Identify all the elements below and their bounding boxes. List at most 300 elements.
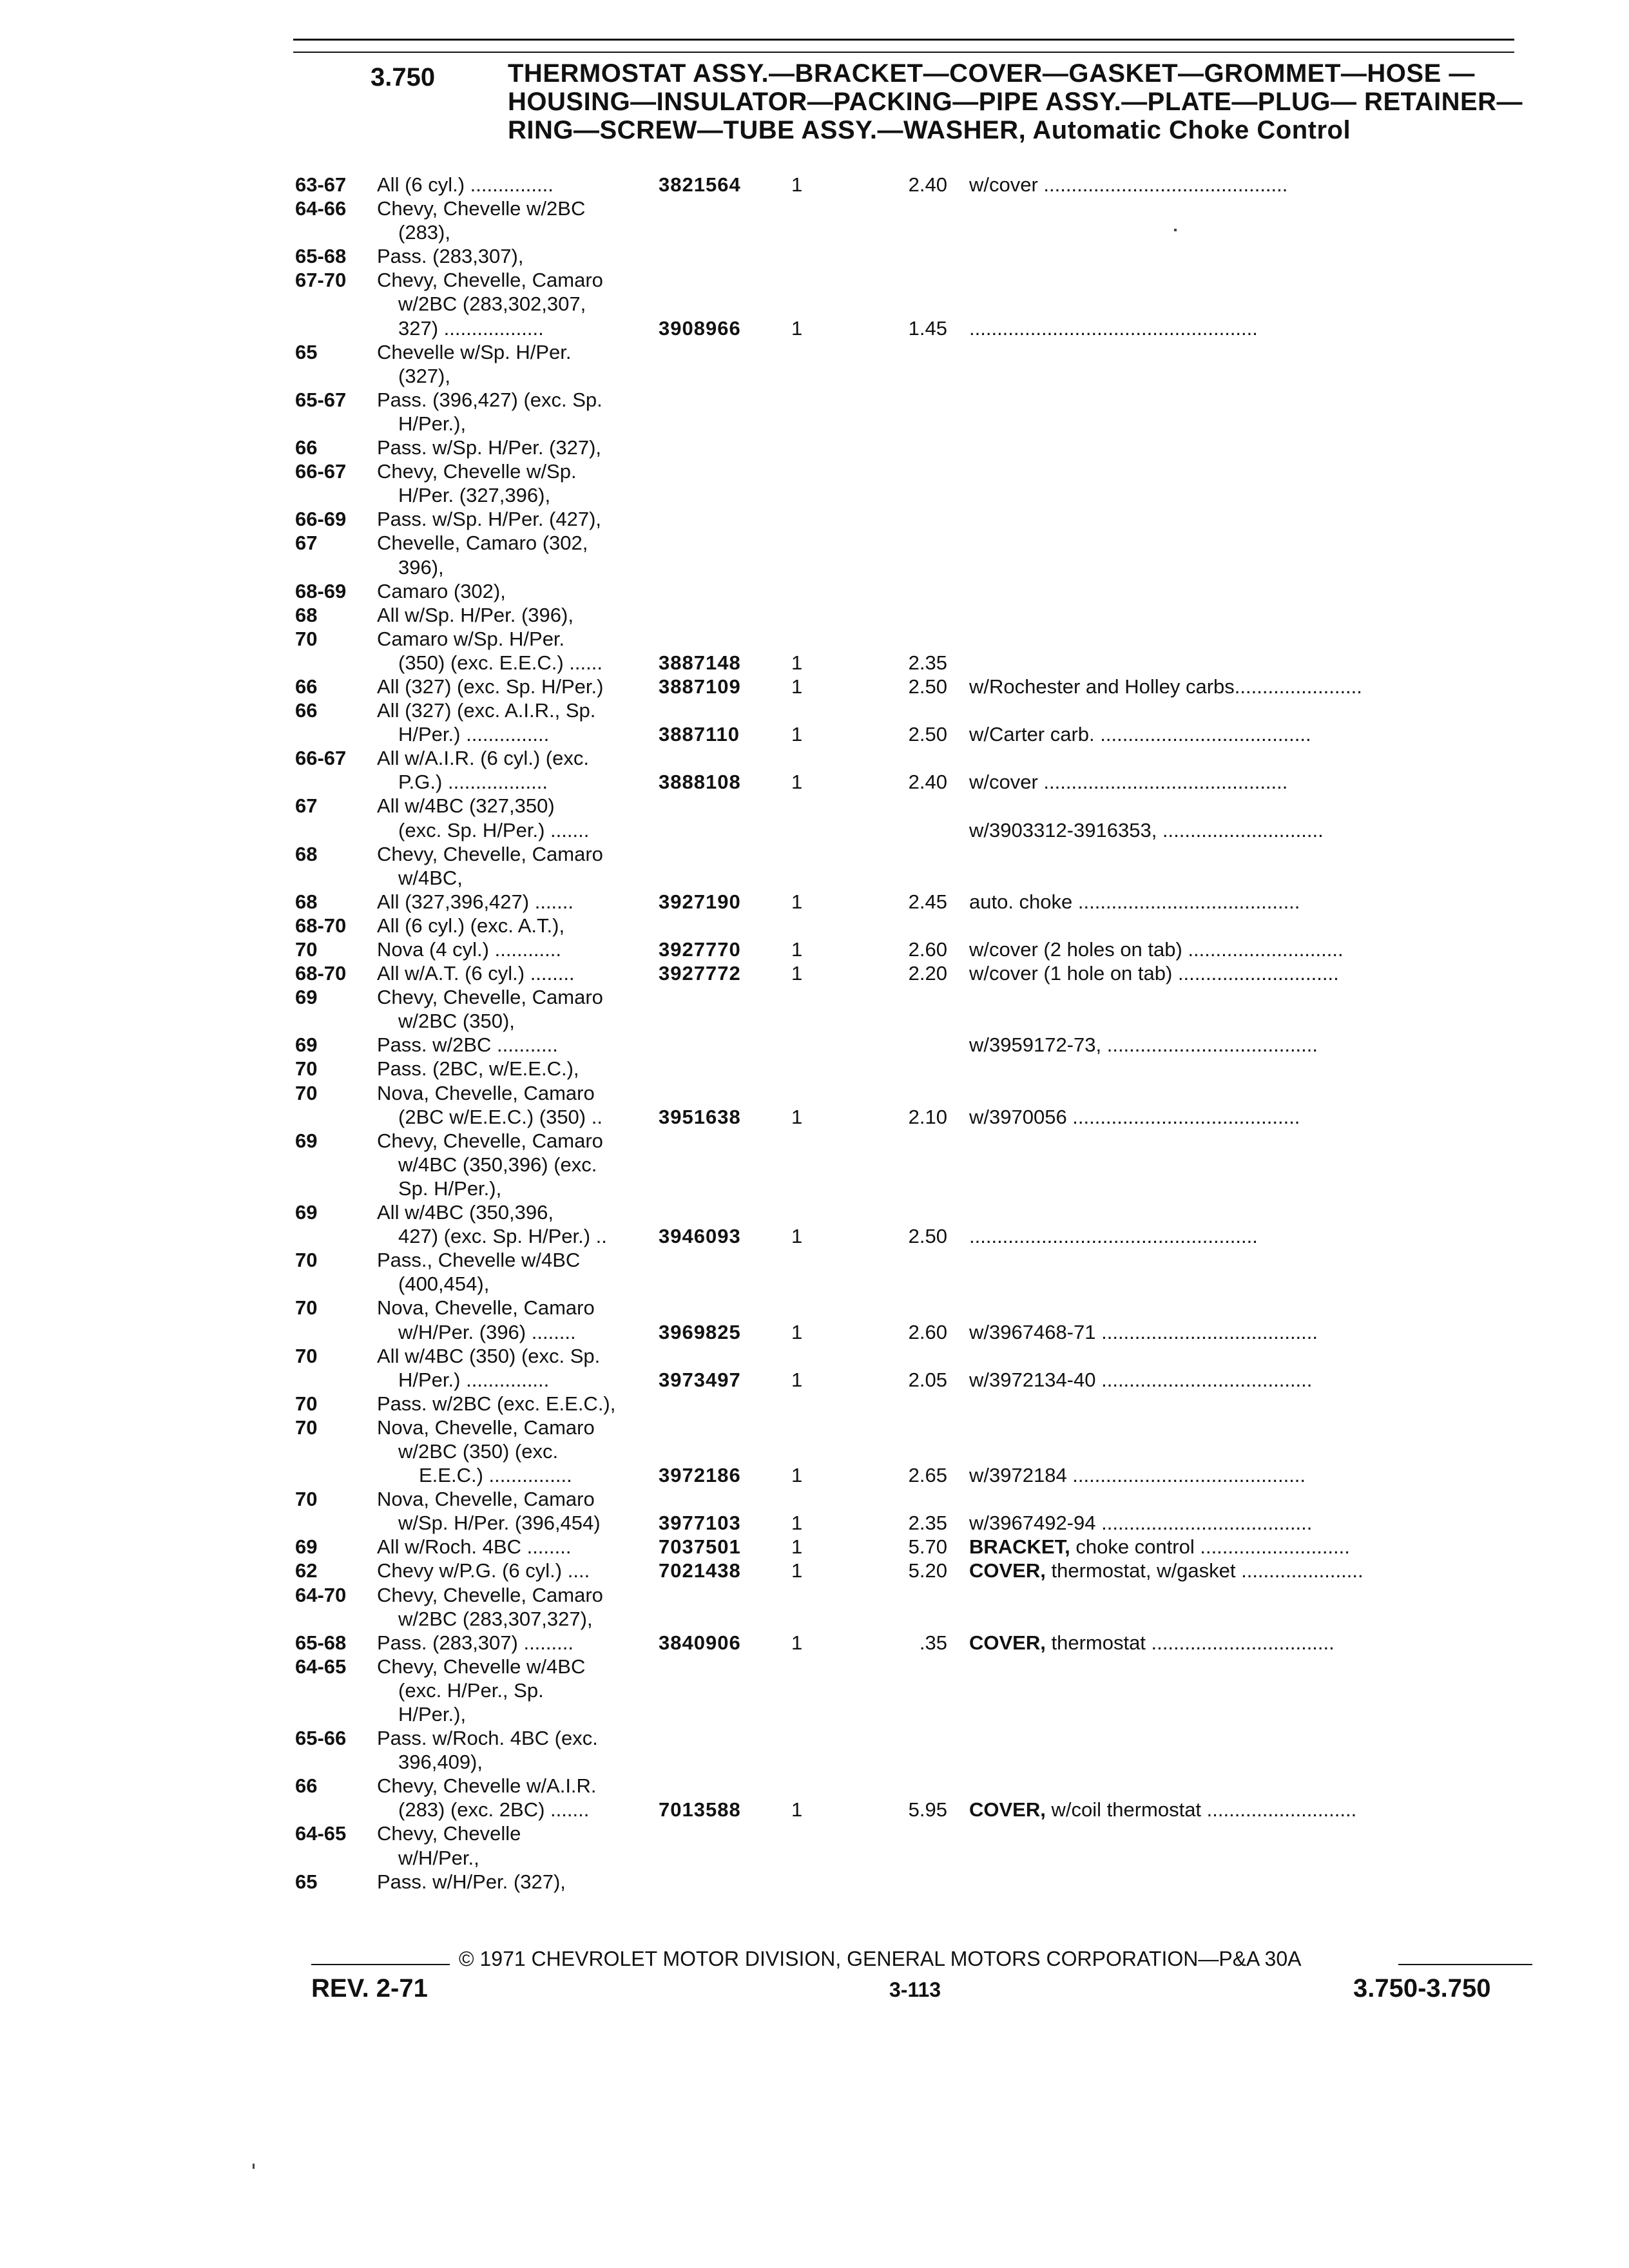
model-year: 67-70 — [295, 269, 347, 292]
description-text: w/3959172-73, ...................................... — [969, 1033, 1318, 1057]
table-row — [0, 436, 1629, 459]
model-year: 65-66 — [295, 1727, 347, 1750]
price: 5.95 — [908, 1798, 947, 1821]
description-text: w/cover ............................................ — [969, 771, 1288, 794]
quantity: 1 — [791, 771, 803, 794]
table-row — [0, 220, 1629, 244]
description — [969, 937, 1517, 961]
price: 2.60 — [908, 1320, 947, 1343]
price: 2.50 — [908, 675, 947, 698]
table-row — [0, 651, 1629, 675]
application: Nova, Chevelle, Camaro — [377, 1488, 595, 1511]
table-row — [0, 1344, 1629, 1368]
application: Sp. H/Per.), — [398, 1177, 502, 1200]
quantity: 1 — [791, 675, 803, 698]
description — [969, 675, 1517, 698]
application: w/H/Per. (396) ........ — [398, 1320, 576, 1343]
application: 396), — [398, 555, 444, 579]
application: w/H/Per., — [398, 1846, 479, 1869]
part-name: COVER, — [969, 1798, 1046, 1821]
quantity: 1 — [791, 1631, 803, 1654]
part-number: 3887109 — [659, 675, 741, 698]
application: Nova, Chevelle, Camaro — [377, 1296, 595, 1320]
description-text: w/3967492-94 ...................................... — [969, 1512, 1313, 1535]
table-row — [0, 866, 1629, 890]
table-row — [0, 794, 1629, 818]
revision-label: REV. 2-71 — [311, 1974, 428, 2003]
table-row — [0, 364, 1629, 388]
table-row — [0, 1177, 1629, 1200]
table-row — [0, 1272, 1629, 1296]
table-row — [0, 1511, 1629, 1535]
application: w/4BC (350,396) (exc. — [398, 1153, 597, 1176]
application: Chevy, Chevelle — [377, 1822, 521, 1845]
application: w/2BC (283,307,327), — [398, 1607, 593, 1630]
table-row — [0, 244, 1629, 268]
application: All w/Sp. H/Per. (396), — [377, 603, 574, 626]
table-row — [0, 842, 1629, 866]
application: Chevy, Chevelle, Camaro — [377, 269, 603, 292]
table-row — [0, 197, 1629, 220]
quantity: 1 — [791, 962, 803, 985]
model-year: 69 — [295, 1201, 318, 1224]
application: w/Sp. H/Per. (396,454) — [398, 1512, 601, 1535]
price: 2.45 — [908, 890, 947, 913]
description — [969, 1511, 1517, 1535]
part-number: 7037501 — [659, 1535, 741, 1559]
quantity: 1 — [791, 1559, 803, 1582]
application: Chevy w/P.G. (6 cyl.) .... — [377, 1559, 590, 1582]
application: All w/A.T. (6 cyl.) ........ — [377, 962, 575, 985]
part-name: COVER, — [969, 1631, 1046, 1654]
application: (283), — [398, 221, 450, 244]
table-row — [0, 1870, 1629, 1894]
model-year: 70 — [295, 1081, 318, 1104]
description — [969, 1033, 1517, 1057]
application: H/Per. (327,396), — [398, 484, 551, 507]
part-number: 3927772 — [659, 962, 741, 985]
table-row — [0, 1846, 1629, 1870]
table-row — [0, 1678, 1629, 1702]
model-year: 69 — [295, 986, 318, 1009]
price: 2.20 — [908, 962, 947, 985]
model-year: 70 — [295, 627, 318, 650]
table-row — [0, 818, 1629, 842]
application: Pass. (283,307) ......... — [377, 1631, 574, 1654]
application: Nova, Chevelle, Camaro — [377, 1081, 595, 1104]
table-row — [0, 1631, 1629, 1655]
application: Pass. w/Roch. 4BC (exc. — [377, 1727, 598, 1750]
application: (283) (exc. 2BC) ....... — [398, 1798, 590, 1821]
model-year: 65-68 — [295, 1631, 347, 1654]
part-number: 3951638 — [659, 1105, 741, 1128]
table-row — [0, 746, 1629, 770]
application: 396,409), — [398, 1751, 483, 1774]
description-text: w/3970056 ......................................... — [969, 1105, 1300, 1128]
quantity: 1 — [791, 1798, 803, 1821]
description-text: auto. choke ........................................ — [969, 890, 1300, 913]
quantity: 1 — [791, 1464, 803, 1487]
top-rule — [293, 39, 1514, 41]
table-row — [0, 316, 1629, 340]
table-row — [0, 1798, 1629, 1821]
application: Chevy, Chevelle, Camaro — [377, 1583, 603, 1606]
table-row — [0, 770, 1629, 794]
application: All (327,396,427) ....... — [377, 890, 574, 913]
table-row — [0, 1057, 1629, 1081]
description-text: thermostat, w/gasket ...................... — [1045, 1559, 1364, 1582]
description — [969, 890, 1517, 914]
description — [969, 173, 1517, 197]
application: Pass. (2BC, w/E.E.C.), — [377, 1057, 579, 1081]
table-row — [0, 459, 1629, 483]
table-row — [0, 985, 1629, 1009]
table-row — [0, 722, 1629, 746]
model-year: 65-68 — [295, 245, 347, 268]
part-number: 3969825 — [659, 1320, 741, 1343]
price: 2.35 — [908, 1512, 947, 1535]
model-year: 64-66 — [295, 197, 347, 220]
description — [969, 1320, 1517, 1344]
table-row — [0, 579, 1629, 603]
model-year: 66 — [295, 1774, 318, 1798]
quantity: 1 — [791, 1512, 803, 1535]
application: All (327) (exc. Sp. H/Per.) — [377, 675, 604, 698]
table-row — [0, 483, 1629, 507]
application: Chevy, Chevelle, Camaro — [377, 842, 603, 865]
model-year: 65-67 — [295, 388, 347, 411]
price: 5.70 — [908, 1535, 947, 1559]
table-row — [0, 1129, 1629, 1153]
price: 2.40 — [908, 173, 947, 196]
application: w/2BC (350) (exc. — [398, 1439, 559, 1463]
description — [969, 770, 1517, 794]
model-year: 70 — [295, 1057, 318, 1081]
application: H/Per.), — [398, 412, 467, 435]
application: Pass. w/2BC (exc. E.E.C.), — [377, 1392, 616, 1415]
quantity: 1 — [791, 316, 803, 340]
section-title — [508, 59, 1532, 144]
application: (2BC w/E.E.C.) (350) .. — [398, 1105, 602, 1128]
part-number: 3927190 — [659, 890, 741, 913]
table-row — [0, 1821, 1629, 1845]
model-year: 68 — [295, 890, 318, 913]
application: Camaro w/Sp. H/Per. — [377, 627, 565, 650]
application: All (327) (exc. A.I.R., Sp. — [377, 699, 596, 722]
description — [969, 1559, 1517, 1582]
application: Chevy, Chevelle, Camaro — [377, 1129, 603, 1152]
price: 5.20 — [908, 1559, 947, 1582]
application: 327) .................. — [398, 316, 544, 340]
table-row — [0, 937, 1629, 961]
price: .35 — [919, 1631, 947, 1654]
price: 2.50 — [908, 1225, 947, 1248]
application: Pass. w/H/Per. (327), — [377, 1870, 566, 1893]
description-text: w/Carter carb. ...................................... — [969, 723, 1311, 746]
application: Chevy, Chevelle w/2BC — [377, 197, 586, 220]
footer-rule-left — [311, 1964, 450, 1965]
application: w/2BC (350), — [398, 1010, 515, 1033]
table-row — [0, 388, 1629, 412]
description-text: .................................................... — [969, 316, 1258, 340]
model-year: 68 — [295, 842, 318, 865]
table-row — [0, 1774, 1629, 1798]
description-text: .................................................... — [969, 1225, 1258, 1248]
description — [969, 1368, 1517, 1392]
table-row — [0, 603, 1629, 627]
quantity: 1 — [791, 1320, 803, 1343]
model-year: 70 — [295, 1296, 318, 1320]
part-number: 3977103 — [659, 1512, 741, 1535]
model-year: 69 — [295, 1129, 318, 1152]
table-row — [0, 268, 1629, 292]
part-number: 3887148 — [659, 651, 741, 674]
table-row — [0, 1153, 1629, 1177]
application: (exc. Sp. H/Per.) ....... — [398, 818, 590, 841]
application: All w/4BC (350,396, — [377, 1201, 554, 1224]
application: Nova, Chevelle, Camaro — [377, 1416, 595, 1439]
table-row — [0, 1726, 1629, 1750]
application: Pass., Chevelle w/4BC — [377, 1249, 581, 1272]
model-year: 64-70 — [295, 1583, 347, 1606]
model-year: 70 — [295, 1344, 318, 1367]
application: w/4BC, — [398, 866, 463, 889]
table-row — [0, 1200, 1629, 1224]
table-row — [0, 675, 1629, 698]
table-row — [0, 1081, 1629, 1105]
table-row — [0, 412, 1629, 436]
model-year: 70 — [295, 1249, 318, 1272]
application: H/Per.), — [398, 1703, 467, 1725]
application: 427) (exc. Sp. H/Per.) .. — [398, 1225, 607, 1248]
model-year: 65 — [295, 340, 318, 363]
table-row — [0, 173, 1629, 197]
table-row — [0, 1439, 1629, 1463]
table-row — [0, 1583, 1629, 1607]
part-number: 7021438 — [659, 1559, 741, 1582]
part-name: BRACKET, — [969, 1535, 1070, 1559]
table-row — [0, 1535, 1629, 1559]
application: w/2BC (283,302,307, — [398, 293, 586, 316]
model-year: 66-67 — [295, 747, 347, 770]
table-row — [0, 1559, 1629, 1582]
application: (400,454), — [398, 1273, 490, 1296]
price: 1.45 — [908, 316, 947, 340]
quantity: 1 — [791, 173, 803, 196]
part-number: 3888108 — [659, 771, 741, 794]
table-row — [0, 292, 1629, 316]
table-row — [0, 1392, 1629, 1416]
application: H/Per.) ............... — [398, 1368, 550, 1391]
scan-speck — [1174, 229, 1177, 231]
part-number: 3927770 — [659, 938, 741, 961]
part-number: 3946093 — [659, 1225, 741, 1248]
part-number: 3972186 — [659, 1464, 741, 1487]
model-year: 68-70 — [295, 962, 347, 985]
application: Camaro (302), — [377, 579, 506, 602]
table-row — [0, 1750, 1629, 1774]
description-text: w/3972134-40 ...................................... — [969, 1368, 1313, 1391]
header-rule — [293, 52, 1514, 53]
table-row — [0, 1702, 1629, 1726]
table-row — [0, 340, 1629, 364]
application: Pass. (283,307), — [377, 245, 524, 268]
price: 2.60 — [908, 938, 947, 961]
model-year: 68-70 — [295, 914, 347, 937]
price: 2.50 — [908, 723, 947, 746]
application: Chevy, Chevelle w/Sp. — [377, 460, 577, 483]
part-number: 3840906 — [659, 1631, 741, 1654]
model-year: 62 — [295, 1559, 318, 1582]
model-year: 67 — [295, 794, 318, 818]
parts-table — [0, 173, 1629, 1894]
table-row — [0, 890, 1629, 914]
model-year: 64-65 — [295, 1655, 347, 1678]
application: Pass. w/2BC ........... — [377, 1033, 558, 1057]
model-year: 70 — [295, 1488, 318, 1511]
price: 2.65 — [908, 1464, 947, 1487]
table-row — [0, 1224, 1629, 1248]
description-text: w/3967468-71 ....................................... — [969, 1320, 1318, 1343]
model-year: 64-65 — [295, 1822, 347, 1845]
copyright-text: © 1971 CHEVROLET MOTOR DIVISION, GENERAL MOTORS CORPORATION—P&A 30A — [459, 1947, 1302, 1970]
part-number: 3973497 — [659, 1368, 741, 1391]
part-number: 3887110 — [659, 723, 740, 746]
table-row — [0, 1296, 1629, 1320]
part-number: 3821564 — [659, 173, 741, 196]
part-number: 3908966 — [659, 316, 741, 340]
application: All w/Roch. 4BC ........ — [377, 1535, 572, 1559]
description-text: w/coil thermostat ........................... — [1045, 1798, 1357, 1821]
table-row — [0, 1248, 1629, 1272]
table-row — [0, 1463, 1629, 1487]
application: (350) (exc. E.E.C.) ...... — [398, 651, 602, 674]
model-year: 63-67 — [295, 173, 347, 196]
model-year: 69 — [295, 1033, 318, 1057]
quantity: 1 — [791, 723, 803, 746]
model-year: 66-69 — [295, 508, 347, 531]
table-row — [0, 1655, 1629, 1678]
description-text: w/3903312-3916353, ............................. — [969, 818, 1324, 841]
description-text: choke control ........................... — [1070, 1535, 1350, 1559]
application: All (6 cyl.) (exc. A.T.), — [377, 914, 565, 937]
table-row — [0, 627, 1629, 651]
application: (exc. H/Per., Sp. — [398, 1678, 544, 1702]
application: E.E.C.) ............... — [419, 1464, 572, 1487]
model-year: 70 — [295, 1416, 318, 1439]
price: 2.10 — [908, 1105, 947, 1128]
price: 2.35 — [908, 651, 947, 674]
section-title-tail: Automatic Choke Control — [1032, 116, 1351, 144]
description-text: thermostat ................................. — [1045, 1631, 1335, 1654]
application: (327), — [398, 364, 450, 387]
description — [969, 1463, 1517, 1487]
description-text: w/cover (2 holes on tab) ............................ — [969, 938, 1344, 961]
table-row — [0, 531, 1629, 555]
quantity: 1 — [791, 1225, 803, 1248]
application: Chevy, Chevelle w/4BC — [377, 1655, 586, 1678]
description-text: w/cover (1 hole on tab) ............................. — [969, 962, 1339, 985]
model-year: 70 — [295, 1392, 318, 1415]
application: Chevelle w/Sp. H/Per. — [377, 340, 572, 363]
section-number: 3.750 — [371, 63, 436, 91]
quantity: 1 — [791, 1368, 803, 1391]
model-year: 65 — [295, 1870, 318, 1893]
application: All (6 cyl.) ............... — [377, 173, 554, 196]
application: All w/4BC (327,350) — [377, 794, 555, 818]
application: Chevy, Chevelle, Camaro — [377, 986, 603, 1009]
quantity: 1 — [791, 938, 803, 961]
application: Pass. w/Sp. H/Per. (327), — [377, 436, 602, 459]
model-year: 70 — [295, 938, 318, 961]
description-text: w/3972184 .......................................... — [969, 1464, 1306, 1487]
table-row — [0, 1009, 1629, 1033]
quantity: 1 — [791, 1535, 803, 1559]
table-row — [0, 698, 1629, 722]
description — [969, 1798, 1517, 1821]
description — [969, 316, 1517, 340]
model-year: 66 — [295, 699, 318, 722]
description-text: w/Rochester and Holley carbs....................... — [969, 675, 1362, 698]
table-row — [0, 914, 1629, 937]
table-row — [0, 1320, 1629, 1344]
table-row — [0, 1607, 1629, 1631]
application: Nova (4 cyl.) ............ — [377, 938, 561, 961]
application: All w/A.I.R. (6 cyl.) (exc. — [377, 747, 589, 770]
price: 2.05 — [908, 1368, 947, 1391]
model-year: 66 — [295, 675, 318, 698]
table-row — [0, 961, 1629, 985]
application: Chevelle, Camaro (302, — [377, 532, 588, 555]
section-title-main: THERMOSTAT ASSY.—BRACKET—COVER—GASKET—GROMMET—HOSE —HOUSING—INSULATOR—PACKING—PIPE ASSY.—PLATE—PLUG— RETAINER—RING—SCREW—TUBE ASSY.—WASHER, — [508, 59, 1523, 144]
table-row — [0, 1368, 1629, 1392]
model-year: 68 — [295, 603, 318, 626]
table-row — [0, 1033, 1629, 1057]
model-year: 66-67 — [295, 460, 347, 483]
table-row — [0, 1487, 1629, 1511]
price: 2.40 — [908, 771, 947, 794]
scan-speck — [253, 2164, 255, 2169]
table-row — [0, 1105, 1629, 1129]
quantity: 1 — [791, 1105, 803, 1128]
part-name: COVER, — [969, 1559, 1046, 1582]
description — [969, 818, 1517, 842]
quantity: 1 — [791, 651, 803, 674]
description — [969, 961, 1517, 985]
application: H/Per.) ............... — [398, 723, 550, 746]
application: Chevy, Chevelle w/A.I.R. — [377, 1774, 597, 1798]
description — [969, 1105, 1517, 1129]
application: Pass. w/Sp. H/Per. (427), — [377, 508, 602, 531]
section-reference: 3.750-3.750 — [1353, 1974, 1491, 2003]
application: Pass. (396,427) (exc. Sp. — [377, 388, 602, 411]
table-row — [0, 555, 1629, 579]
footer-copyright — [459, 1947, 1629, 1971]
quantity: 1 — [791, 890, 803, 913]
page-number: 3-113 — [889, 1978, 941, 2001]
model-year: 67 — [295, 532, 318, 555]
application: All w/4BC (350) (exc. Sp. — [377, 1344, 601, 1367]
description — [969, 1631, 1517, 1655]
model-year: 69 — [295, 1535, 318, 1559]
model-year: 68-69 — [295, 579, 347, 602]
description — [969, 1535, 1517, 1559]
description — [969, 722, 1517, 746]
application: P.G.) .................. — [398, 771, 548, 794]
model-year: 66 — [295, 436, 318, 459]
description-text: w/cover ............................................ — [969, 173, 1288, 196]
part-number: 7013588 — [659, 1798, 741, 1821]
